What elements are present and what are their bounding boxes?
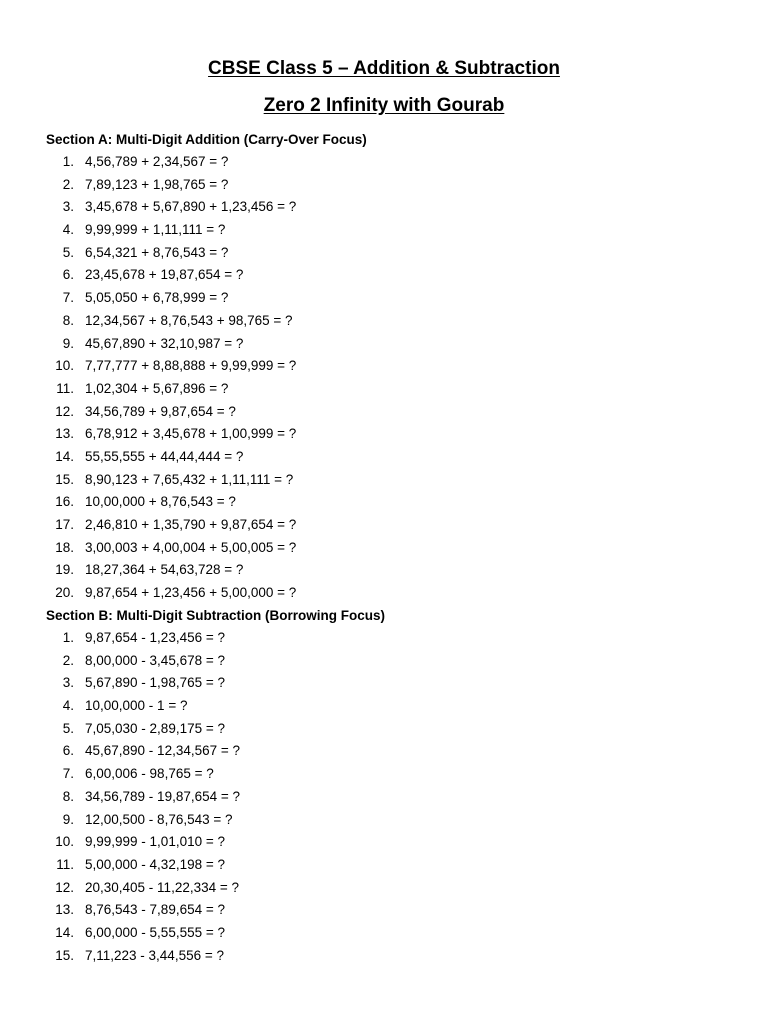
question-number: 12. xyxy=(55,403,74,419)
question-number: 9. xyxy=(62,811,74,827)
question-expression: 1,02,304 + 5,67,896 = ? xyxy=(85,380,229,396)
question-number: 5. xyxy=(62,244,74,260)
question-expression: 20,30,405 - 11,22,334 = ? xyxy=(85,879,240,895)
question-number: 4. xyxy=(62,698,74,714)
question-number: 16. xyxy=(55,494,74,510)
question-expression: 23,45,678 + 19,87,654 = ? xyxy=(85,267,244,283)
question-number: 6. xyxy=(62,743,74,759)
question-number: 2. xyxy=(62,652,74,668)
question-expression: 9,87,654 - 1,23,456 = ? xyxy=(85,630,225,645)
question-number: 9. xyxy=(62,335,74,351)
question-number: 20. xyxy=(55,585,74,601)
question-number: 2. xyxy=(62,176,74,192)
section-b-heading: Section B: Multi-Digit Subtraction (Borrowing Focus) xyxy=(46,608,385,623)
question-expression: 55,55,555 + 44,44,444 = ? xyxy=(85,448,244,464)
question-expression: 6,54,321 + 8,76,543 = ? xyxy=(85,244,229,260)
question-number: 7. xyxy=(62,290,74,306)
page-subtitle: Zero 2 Infinity with Gourab xyxy=(263,95,505,116)
question-expression: 9,99,999 + 1,11,111 = ? xyxy=(85,222,226,238)
question-expression: 45,67,890 - 12,34,567 = ? xyxy=(85,743,241,759)
question-number: 3. xyxy=(62,199,74,215)
question-expression: 8,76,543 - 7,89,654 = ? xyxy=(85,902,225,918)
question-expression: 10,00,000 + 8,76,543 = ? xyxy=(85,494,236,510)
question-number: 11. xyxy=(56,380,74,396)
question-number: 17. xyxy=(55,517,74,532)
question-number: 10. xyxy=(55,834,74,850)
question-number: 12. xyxy=(55,879,74,895)
question-number: 14. xyxy=(55,448,74,464)
question-expression: 8,00,000 - 3,45,678 = ? xyxy=(85,652,225,668)
question-number: 8. xyxy=(62,788,74,804)
question-expression: 9,87,654 + 1,23,456 + 5,00,000 = ? xyxy=(85,585,297,601)
question-number: 1. xyxy=(62,630,74,645)
question-number: 13. xyxy=(55,426,74,442)
question-number: 8. xyxy=(62,312,74,328)
question-expression: 3,00,003 + 4,00,004 + 5,00,005 = ? xyxy=(85,539,297,555)
question-number: 14. xyxy=(55,924,74,940)
page-title: CBSE Class 5 – Addition & Subtraction xyxy=(208,58,560,79)
question-expression: 5,67,890 - 1,98,765 = ? xyxy=(85,675,225,691)
question-number: 15. xyxy=(55,947,74,963)
question-number: 11. xyxy=(56,856,74,872)
question-expression: 45,67,890 + 32,10,987 = ? xyxy=(85,335,244,351)
question-expression: 34,56,789 - 19,87,654 = ? xyxy=(85,788,241,804)
question-expression: 12,00,500 - 8,76,543 = ? xyxy=(85,811,233,827)
section-a-heading: Section A: Multi-Digit Addition (Carry-Over Focus) xyxy=(46,132,367,147)
question-number: 3. xyxy=(62,675,74,691)
question-expression: 8,90,123 + 7,65,432 + 1,11,111 = ? xyxy=(85,471,294,487)
question-expression: 7,89,123 + 1,98,765 = ? xyxy=(85,176,229,192)
question-number: 4. xyxy=(62,222,74,238)
question-number: 13. xyxy=(55,902,74,918)
question-expression: 5,05,050 + 6,78,999 = ? xyxy=(85,290,229,306)
question-expression: 6,00,000 - 5,55,555 = ? xyxy=(85,924,225,940)
question-number: 19. xyxy=(55,562,74,578)
question-expression: 7,05,030 - 2,89,175 = ? xyxy=(85,720,225,736)
question-expression: 4,56,789 + 2,34,567 = ? xyxy=(85,154,229,169)
question-expression: 18,27,364 + 54,63,728 = ? xyxy=(85,562,244,578)
question-number: 5. xyxy=(62,720,74,736)
question-expression: 3,45,678 + 5,67,890 + 1,23,456 = ? xyxy=(85,199,297,215)
question-expression: 6,00,006 - 98,765 = ? xyxy=(85,766,214,782)
question-number: 6. xyxy=(62,267,74,283)
question-expression: 6,78,912 + 3,45,678 + 1,00,999 = ? xyxy=(85,426,297,442)
question-number: 7. xyxy=(62,766,74,782)
question-expression: 5,00,000 - 4,32,198 = ? xyxy=(85,856,225,872)
question-expression: 10,00,000 - 1 = ? xyxy=(85,698,188,714)
question-number: 15. xyxy=(55,471,74,487)
question-number: 18. xyxy=(55,539,74,555)
question-number: 1. xyxy=(62,154,74,169)
question-number: 10. xyxy=(55,358,74,374)
question-expression: 7,77,777 + 8,88,888 + 9,99,999 = ? xyxy=(85,358,297,374)
question-expression: 2,46,810 + 1,35,790 + 9,87,654 = ? xyxy=(85,517,297,532)
question-expression: 12,34,567 + 8,76,543 + 98,765 = ? xyxy=(85,312,293,328)
question-expression: 34,56,789 + 9,87,654 = ? xyxy=(85,403,236,419)
question-expression: 7,11,223 - 3,44,556 = ? xyxy=(85,947,224,963)
question-expression: 9,99,999 - 1,01,010 = ? xyxy=(85,834,225,850)
